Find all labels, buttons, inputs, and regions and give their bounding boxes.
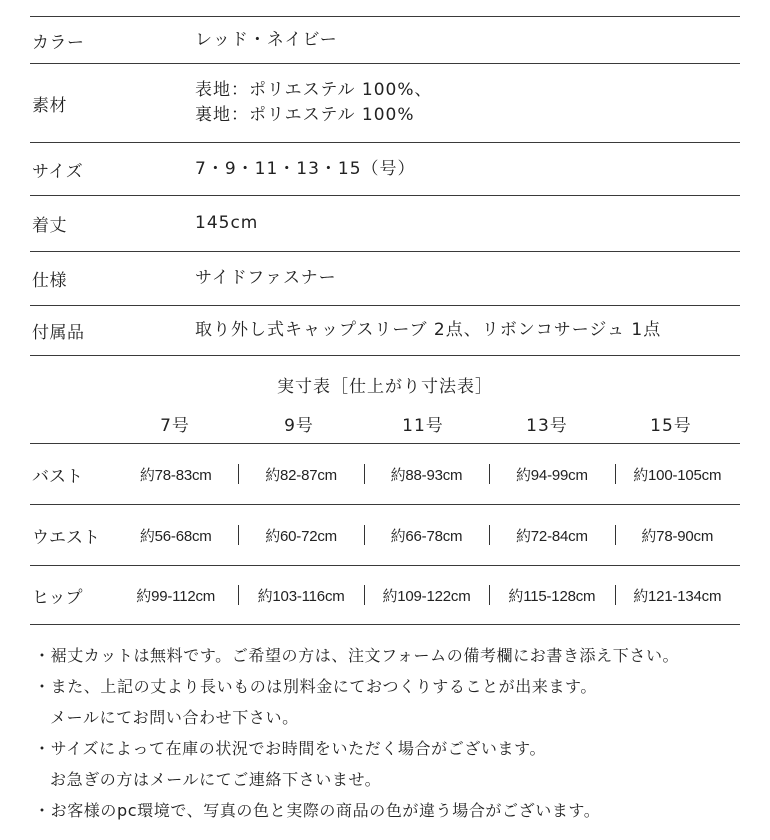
note-item: ・サイズによって在庫の状況でお時間をいただく場合がございます。 <box>34 739 547 758</box>
size-table-title: 実寸表［仕上がり寸法表］ <box>277 377 493 397</box>
size-table <box>30 443 740 625</box>
note-item: お急ぎの方はメールにてご連絡下さいませ。 <box>50 770 382 789</box>
spec-label: カラー <box>32 32 85 53</box>
size-column-header: 13号 <box>526 416 568 436</box>
size-cell: 約66-78cm <box>364 505 489 565</box>
spec-row-color <box>30 16 740 63</box>
size-row-label: ヒップ <box>32 587 83 608</box>
size-row-cells <box>113 566 740 624</box>
size-row-label: ウエスト <box>32 527 100 548</box>
size-cell: 約109-122cm <box>364 566 489 624</box>
spec-value <box>195 318 740 343</box>
spec-value <box>195 78 740 128</box>
spec-row-size <box>30 142 740 195</box>
size-column-header: 9号 <box>284 416 314 436</box>
spec-value <box>195 266 740 291</box>
spec-value <box>195 157 740 182</box>
note-item: メールにてお問い合わせ下さい。 <box>50 708 299 727</box>
size-cell: 約78-83cm <box>139 466 212 484</box>
size-row-cells <box>113 444 740 504</box>
spec-row-feature <box>30 251 740 305</box>
size-cell: 約60-72cm <box>238 505 363 565</box>
size-cell: 約100-105cm <box>615 444 740 504</box>
size-cell: 約94-99cm <box>489 444 614 504</box>
size-row-hip <box>30 566 740 625</box>
size-column-header: 15号 <box>650 416 692 436</box>
spec-label: 着丈 <box>32 216 67 236</box>
size-cell: 約72-84cm <box>489 505 614 565</box>
spec-value <box>195 28 740 53</box>
note-item: ・裾丈カットは無料です。ご希望の方は、注文フォームの備考欄にお書き添え下さい。 <box>34 646 680 665</box>
size-column-header: 11号 <box>402 416 444 436</box>
note-item: ・また、上記の丈より長いものは別料金にておつくりすることが出来ます。 <box>34 677 597 696</box>
spec-row-length <box>30 195 740 251</box>
size-cell: 約56-68cm <box>139 527 212 545</box>
size-cell: 約121-134cm <box>615 566 740 624</box>
spec-value <box>195 211 740 236</box>
size-cell: 約103-116cm <box>238 566 363 624</box>
spec-label: 付属品 <box>32 323 85 343</box>
size-row-waist <box>30 505 740 566</box>
notes-list <box>34 640 764 826</box>
size-row-cells <box>113 505 740 565</box>
size-column-header: 7号 <box>160 416 190 436</box>
spec-value-line: 裏地：ポリエステル 100% <box>195 105 415 125</box>
size-cell: 約115-128cm <box>489 566 614 624</box>
spec-value-line: レッド・ネイビー <box>195 29 338 50</box>
spec-value-line: サイドファスナー <box>195 268 337 288</box>
spec-table <box>30 16 740 356</box>
spec-value-line: 表地：ポリエステル 100%、 <box>195 80 433 100</box>
size-cell: 約78-90cm <box>615 505 740 565</box>
note-item: ・お客様のpc環境で、写真の色と実際の商品の色が違う場合がございます。 <box>34 801 601 820</box>
size-table-header <box>113 411 733 436</box>
spec-label: 素材 <box>32 95 67 116</box>
size-row-bust <box>30 444 740 505</box>
spec-row-accessories <box>30 305 740 356</box>
size-cell: 約99-112cm <box>136 587 216 605</box>
size-cell: 約82-87cm <box>238 444 363 504</box>
spec-row-material <box>30 63 740 142</box>
spec-value-line: 取り外し式キャップスリーブ 2点、リボンコサージュ 1点 <box>195 320 662 340</box>
spec-label: 仕様 <box>32 271 67 291</box>
spec-value-line: 7・9・11・13・15（号） <box>195 158 416 179</box>
size-cell: 約88-93cm <box>364 444 489 504</box>
spec-value-line: 145cm <box>195 213 259 233</box>
spec-label: サイズ <box>32 161 84 182</box>
size-row-label: バスト <box>32 466 83 487</box>
